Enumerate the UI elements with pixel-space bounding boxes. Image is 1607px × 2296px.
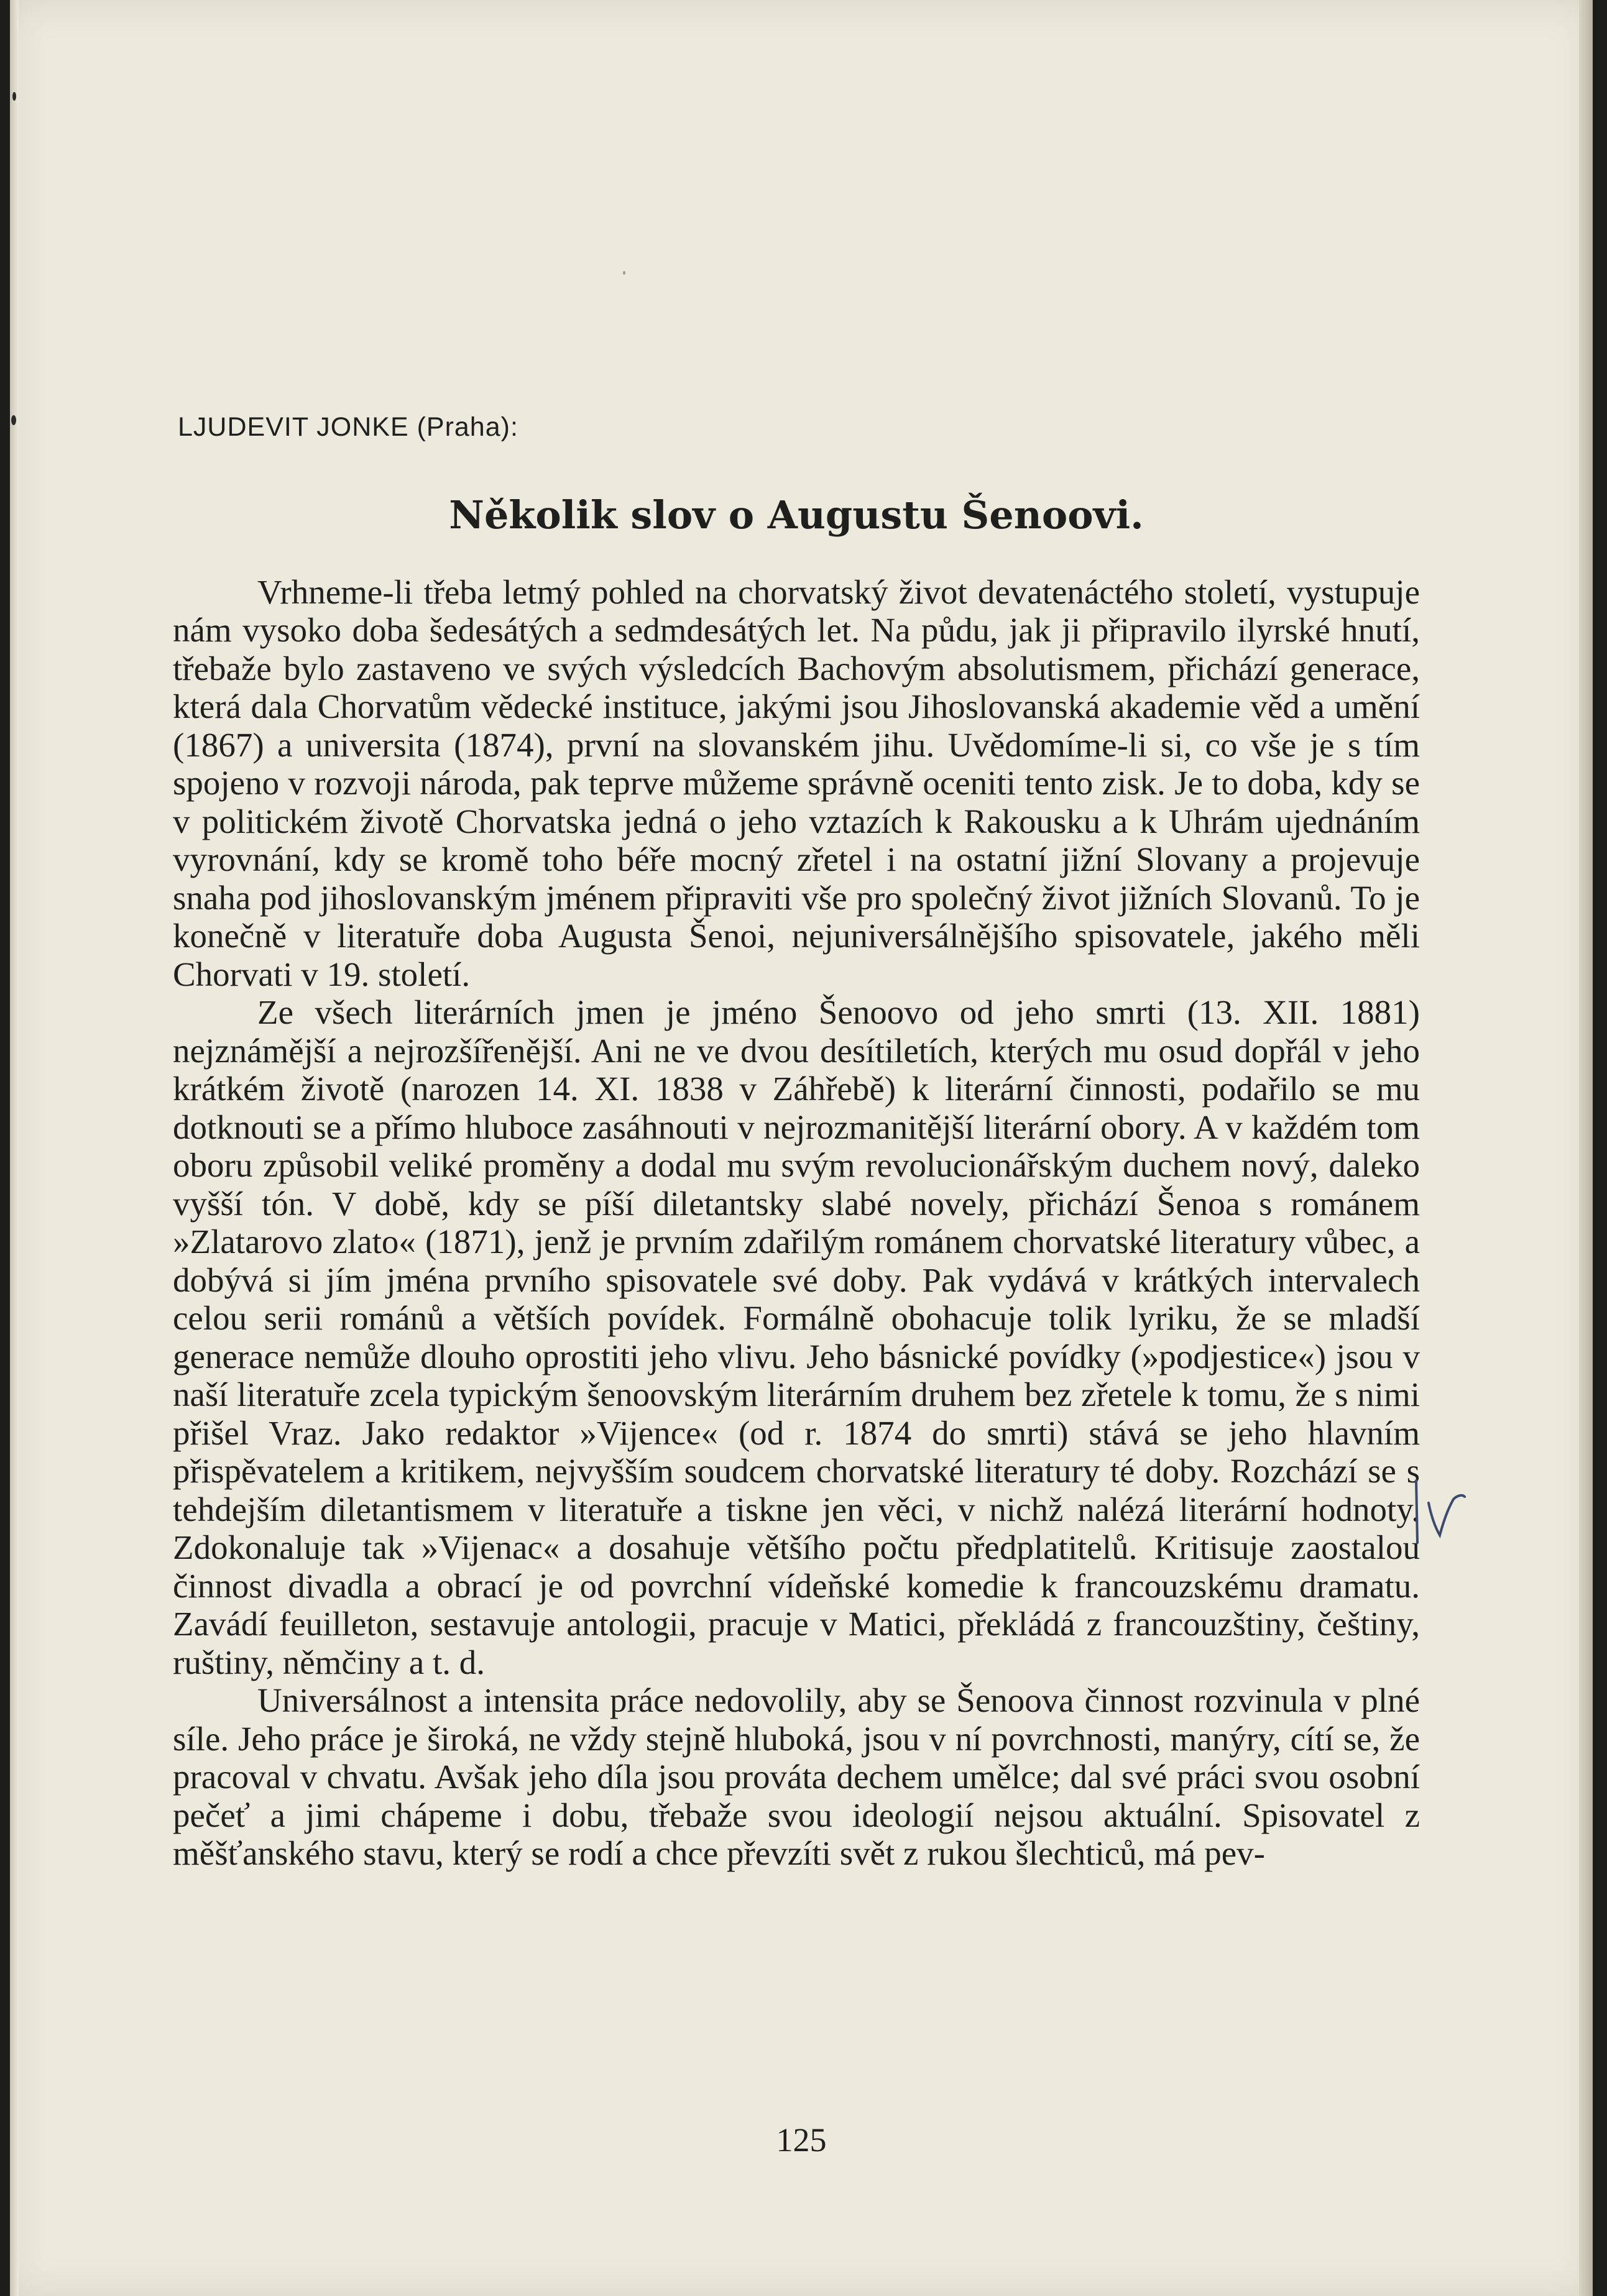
paragraph-2: Ze všech literárních jmen je jméno Šenoovo od jeho smrti (13. XII. 1881) nejznámější a nejrozšířenější. Ani ne ve dvou desítiletích, kterých mu osud dopřál v jeho krátkém životě (narozen 14. XI. 1838 v Záhřebě) k literární činnosti, podařilo se mu dotknouti se a přímo hluboce zasáhnouti v nejrozmanitější literární obory. A v každém tom oboru způsobil veliké proměny a dodal mu svým revolucionářským duchem nový, daleko vyšší tón. V době, kdy se píší diletantsky slabé novely, přichází Šenoa s románem »Zlatarovo zlato« (1871), jenž je prvním zdařilým románem chorvatské literatury vůbec, a dobývá si jím jména prvního spisovatele své doby. Pak vydává v krátkých intervalech celou serii románů a větších povídek. Formálně obohacuje tolik lyriku, že se mladší generace nemůže dlouho oprostiti jeho vlivu. Jeho básnické povídky (»podjestice«) jsou v naší literatuře zcela typickým šenoovským literárním druhem bez zřetele k tomu, že s nimi přišel Vraz. Jako redaktor »Vijence« (od r. 1874 do smrti) stává se jeho hlavním přispěvatelem a kritikem, nejvyšším soudcem chorvatské literatury té doby. Rozchází se s tehdejším diletantismem v literatuře a tiskne jen věci, v nichž nalézá literární hodnoty. Zdokonaluje tak »Vijenac« a dosahuje většího počtu předplatitelů. Kritisuje zaostalou činnost divadla a obrací je od povrchní vídeňské komedie k francouzskému dramatu. Zavádí feuilleton, sestavuje antologii, pracuje v Matici, překládá z francouzštiny, češtiny, ruštiny, němčiny a t. d. bbox=[173, 993, 1420, 1681]
paper-speck bbox=[12, 92, 16, 101]
article bbox=[173, 411, 1420, 1873]
author-line: LJUDEVIT JONKE (Praha): bbox=[178, 412, 518, 442]
paragraph-3: Universálnost a intensita práce nedovolily, aby se Šenoova činnost rozvinula v plné síle. Jeho práce je široká, ne vždy stejně hluboká, jsou v ní povrchnosti, manýry, cítí se, že pracoval v chvatu. Avšak jeho díla jsou prováta dechem umělce; dal své práci svou osobní pečeť a jimi chápeme i dobu, třebaže svou ideologií nejsou aktuální. Spisovatel z měšťanského stavu, který se rodí a chce převzíti svět z rukou šlechticů, má pev- bbox=[173, 1681, 1420, 1873]
paragraph-1: Vrhneme-li třeba letmý pohled na chorvatský život devatenáctého století, vystupuje nám vysoko doba šedesátých a sedmdesátých let. Na půdu, jak ji připravilo ilyrské hnutí, třebaže bylo zastaveno ve svých výsledcích Bachovým absolutismem, přichází generace, která dala Chorvatům vědecké instituce, jakými jsou Jihoslovanská akademie věd a umění (1867) a universita (1874), první na slovanském jihu. Uvědomíme-li si, co vše je s tím spojeno v rozvoji národa, pak teprve můžeme správně oceniti tento zisk. Je to doba, kdy se v politickém životě Chorvatska jedná o jeho vztazích k Rakousku a k Uhrám ujednáním vyrovnání, kdy se kromě toho béře mocný zřetel i na ostatní jižní Slovany a projevuje snaha pod jihoslovanským jménem připraviti vše pro společný život jižních Slovanů. To je konečně v literatuře doba Augusta Šenoi, nejuniversálnějšího spisovatele, jakého měli Chorvati v 19. století. bbox=[173, 572, 1420, 993]
paper-speck bbox=[623, 271, 625, 275]
book-page bbox=[10, 0, 1593, 2296]
page-left-edge bbox=[10, 0, 19, 2296]
article-title: Několik slov o Augustu Šenoovi. bbox=[449, 492, 1144, 538]
pencil-annotation-mark bbox=[1410, 1478, 1466, 1546]
page-right-edge bbox=[1579, 0, 1593, 2296]
paper-speck bbox=[11, 415, 16, 425]
page-number: 125 bbox=[776, 2121, 827, 2159]
